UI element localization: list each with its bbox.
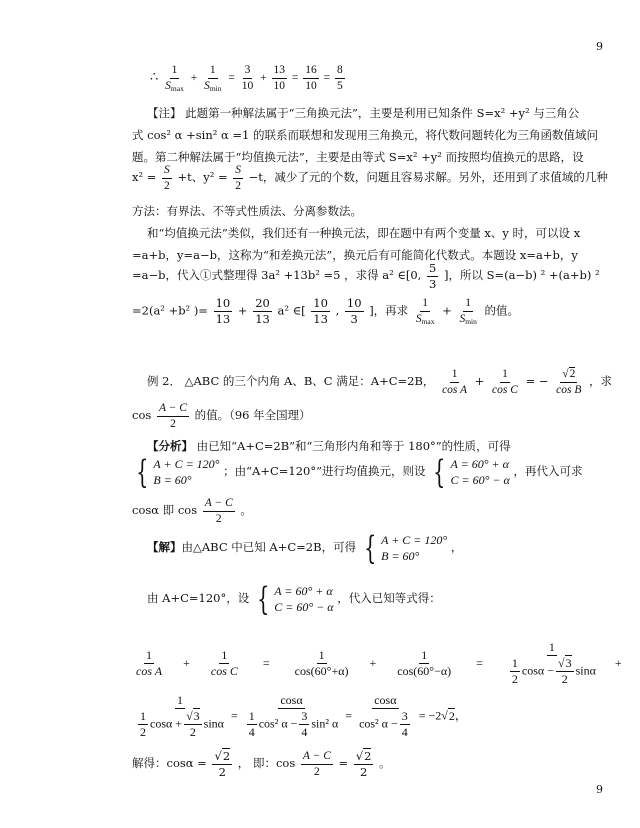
frac-den: 3 xyxy=(350,311,358,326)
frac-den: 2 xyxy=(511,672,518,687)
text: cos² α − xyxy=(359,716,398,731)
analysis-line-2 xyxy=(132,453,583,492)
frac-num: 3 xyxy=(400,710,410,725)
op: = xyxy=(262,655,270,670)
analysis-label: 【分析】 xyxy=(147,439,193,453)
sqrt-arg: 3 xyxy=(193,709,200,724)
frac-num: 8 xyxy=(335,64,345,79)
frac-den: 4 xyxy=(401,725,408,740)
frac-den: 10 xyxy=(273,79,285,92)
text: ， xyxy=(450,540,463,555)
frac-den-sub: min xyxy=(209,83,222,93)
example-2-line-1: 例 2． △ABC 的三个内角 A、B、C 满足：A+C=2B， $\frac{1}{\text{cos A}}$ + $\frac{1}{\text{cos C}}$ = − $\frac{√2}{\text{cos B}}$ ，求 xyxy=(147,368,613,396)
text: ]，所以 S=(a−b) ² +(a+b) ² xyxy=(443,268,600,283)
solution-line-1 xyxy=(147,529,463,568)
solution-equation-a: $\frac{1}{\text{cos A}}$ + $\frac{1}{\text{cos C}}$ = $\frac{1}{\cos(60^\circ+\alpha)}$ + $\frac{1}{\cos(60^\circ-\alpha)}$ = 1 $\frac{1}{2}$ cosα − $\frac{√3}{2}$ sinα + xyxy=(136,640,622,687)
op: = xyxy=(345,708,353,723)
frac-num: 1 xyxy=(317,649,327,664)
frac-den: 2 xyxy=(561,672,568,687)
note-line-6: 和“均值换元法”类似，我们还有一种换元法，即在题中有两个变量 x、y 时，可以设 x xyxy=(147,226,581,240)
frac-num: 3 xyxy=(299,710,309,725)
sys-row: C = 60° − α xyxy=(274,600,334,615)
frac-num: 1 xyxy=(219,649,229,664)
text: cosα − xyxy=(521,663,554,678)
text: ]，再求 xyxy=(369,303,409,318)
frac-num: 1 xyxy=(420,297,430,312)
frac-den: 13 xyxy=(313,311,328,326)
note-line-4 xyxy=(132,164,608,192)
op: = xyxy=(476,655,483,670)
frac-num: A − C xyxy=(157,402,189,417)
page-number-top: 9 xyxy=(596,40,603,53)
therefore-symbol: ∴ xyxy=(150,69,159,85)
sys-row: A + C = 120° xyxy=(381,533,448,547)
frac-den-sub: max xyxy=(170,83,184,93)
op: + xyxy=(474,374,485,389)
analysis-line-1 xyxy=(147,438,511,454)
frac-den: cos(60°+α) xyxy=(294,664,349,679)
text: ， 即：cos xyxy=(237,756,296,771)
sys-row: A = 60° + α xyxy=(450,457,509,471)
page-number-bottom: 9 xyxy=(596,783,603,796)
op: + xyxy=(190,72,198,85)
frac-den: 4 xyxy=(301,725,308,740)
op: = xyxy=(230,708,238,723)
frac-num: 3 xyxy=(243,64,253,79)
brace: { xyxy=(136,453,149,492)
frac-den: 2 xyxy=(170,417,176,430)
example-2-line-2 xyxy=(132,402,311,430)
sqrt-arg: 3 xyxy=(565,656,572,671)
frac-den: 13 xyxy=(215,311,231,326)
text: ；由“A+C=120°”进行均值换元，则设 xyxy=(223,464,426,479)
frac-num: 16 xyxy=(303,64,319,79)
sqrt-arg: 2 xyxy=(222,749,231,763)
note-line-5: 方法：有界法、不等式性质法、分离参数法。 xyxy=(132,204,362,218)
op: + xyxy=(614,655,622,670)
frac-num: 1 xyxy=(247,710,257,725)
text: cos² α − xyxy=(258,716,298,731)
text: −t，减少了元的个数，问题且容易求解。另外，还用到了求值域的几种 xyxy=(248,170,608,185)
frac-den-sub: min xyxy=(465,316,477,326)
op: + xyxy=(183,655,190,670)
text: 。 xyxy=(379,756,391,771)
sqrt-arg: 2 xyxy=(364,749,372,763)
frac-den: 4 xyxy=(248,725,255,740)
frac-den: cos C xyxy=(492,383,518,396)
frac-den: 2 xyxy=(235,179,242,192)
frac-num: cosα xyxy=(372,694,398,709)
frac-num: 1 xyxy=(510,657,520,672)
text: sin² α xyxy=(311,716,339,731)
frac-num: 1 xyxy=(170,64,180,79)
frac-den: 2 xyxy=(314,765,320,778)
text: x² = xyxy=(132,170,157,185)
text: 的值。（96 年全国理） xyxy=(194,408,311,423)
text: 解得：cosα = xyxy=(132,756,207,771)
frac-num: 1 xyxy=(547,641,557,656)
frac-den: S xyxy=(415,312,422,325)
text: 由△ABC 中已知 A+C=2B，可得 xyxy=(181,540,357,555)
text: 。 xyxy=(240,503,252,518)
sys-row: B = 60° xyxy=(153,473,192,488)
frac-num: S xyxy=(233,164,243,179)
frac-den: 13 xyxy=(255,311,270,326)
op: + xyxy=(369,655,377,670)
note-line-7: =a+b，y=a−b，这称为“和差换元法”，换元后有可能简化代数式。本题设 x=a+b，y xyxy=(132,248,578,262)
sys-row: B = 60° xyxy=(381,549,420,564)
note-line-1: 【注】 此题第一种解法属于“三角换元法”，主要是利用已知条件 S=x² +y² 与三角公 xyxy=(147,106,580,120)
note-line-3: 题。第二种解法属于“均值换元法”，主要是由等式 S=x² +y² 而按照均值换元的思路，设 xyxy=(132,150,584,164)
note-line-9 xyxy=(132,297,519,326)
frac-den: S xyxy=(165,79,171,92)
sys-row: A + C = 120° xyxy=(153,457,220,471)
frac-den: cos C xyxy=(210,664,238,679)
brace: { xyxy=(363,529,377,568)
note-line-8 xyxy=(132,262,600,290)
frac-num: 1 xyxy=(500,368,510,383)
text: 例 2． △ABC 的三个内角 A、B、C 满足：A+C=2B， xyxy=(147,374,435,389)
frac-den-sub: max xyxy=(421,316,435,326)
op: + xyxy=(237,303,248,318)
frac-den: cos(60°−α) xyxy=(397,664,452,679)
text: cosα 即 cos xyxy=(132,503,198,518)
op: = xyxy=(338,756,349,771)
text: =2(a² +b² )= xyxy=(132,303,208,318)
text: +t、y² = xyxy=(177,170,228,185)
frac-den: S xyxy=(204,79,210,92)
text: cosα + xyxy=(150,716,183,731)
frac-den: 5 xyxy=(337,79,343,92)
text: sinα xyxy=(203,716,224,731)
text: 由 A+C=120°，设 xyxy=(147,591,250,606)
text: ，代入已知等式得： xyxy=(337,591,441,606)
frac-num: 1 xyxy=(138,710,148,725)
frac-den: cos B xyxy=(556,383,582,396)
frac-den: 10 xyxy=(241,79,254,92)
analysis-line-3 xyxy=(132,497,252,525)
frac-num: 1 xyxy=(450,368,460,383)
op: = xyxy=(228,72,235,85)
frac-num: 20 xyxy=(255,296,270,311)
text: sinα xyxy=(575,663,596,678)
text: , xyxy=(335,303,340,318)
solution-final-line: 解得：cosα = $\frac{√2}{2}$ ， 即：cos $\frac{A - C}{2}$ = $\frac{√2}{2}$ 。 xyxy=(132,749,391,779)
sys-row: C = 60° − α xyxy=(450,473,510,488)
frac-num: 10 xyxy=(313,296,328,311)
frac-den: cos A xyxy=(136,664,163,679)
op: + xyxy=(442,303,452,318)
brace: { xyxy=(256,580,270,619)
text: 的值。 xyxy=(484,303,520,318)
text: ， xyxy=(454,708,467,723)
frac-num: A − C xyxy=(203,497,235,512)
frac-num: 1 xyxy=(144,649,154,664)
frac-num: 1 xyxy=(419,649,429,664)
frac-den: 2 xyxy=(359,764,368,779)
frac-num: 10 xyxy=(215,296,231,311)
op: = − xyxy=(525,374,549,389)
sqrt-arg: 2 xyxy=(448,708,455,723)
frac-num: S xyxy=(162,164,172,179)
frac-num: 1 xyxy=(208,64,218,79)
text: cos xyxy=(132,408,152,423)
text: 由已知“A+C=2B”和“三角形内角和等于 180°”的性质，可得 xyxy=(193,439,511,453)
frac-den: 2 xyxy=(215,512,222,525)
frac-den: 2 xyxy=(189,725,196,740)
op: = −2 xyxy=(418,708,442,723)
brace: { xyxy=(433,453,446,492)
op: = xyxy=(291,72,299,85)
frac-num: 10 xyxy=(346,296,362,311)
text: =a−b，代入①式整理得 3a² +13b² =5 ，求得 a² ∈[0, xyxy=(132,268,422,283)
text: a² ∈[ xyxy=(277,303,306,318)
frac-den: 2 xyxy=(164,179,170,192)
note-line-2: 式 cos² α +sin² α =1 的联系而联想和发现用三角换元，将代数问题转化为三角函数值域问 xyxy=(132,128,599,142)
frac-num: 5 xyxy=(429,261,437,275)
frac-den: 2 xyxy=(140,725,146,740)
solution-label: 【解】 xyxy=(147,540,182,555)
therefore-equation xyxy=(150,64,347,93)
solution-equation-b: 1 $\frac{1}{2}$ cosα + $\frac{√3}{2}$ sinα = cosα $\frac{1}{4}$ cos² α − $\frac{3}{4}$ sin² α = cosα cos² α − $\frac{3}{4}$ = −2√2， xyxy=(140,693,467,740)
op: + xyxy=(260,72,267,85)
solution-line-2 xyxy=(147,580,441,619)
frac-num: 13 xyxy=(272,64,288,79)
frac-num: 1 xyxy=(175,694,185,709)
frac-num: cosα xyxy=(278,694,304,709)
frac-num: A − C xyxy=(301,750,333,765)
frac-num: 1 xyxy=(463,297,473,312)
frac-den: 2 xyxy=(218,764,226,779)
sqrt-arg: 2 xyxy=(569,368,576,380)
text: ，再代入可求 xyxy=(513,464,583,479)
frac-den: 3 xyxy=(429,276,437,291)
frac-den: 10 xyxy=(305,79,317,92)
frac-den: cos A xyxy=(442,383,468,396)
op: = xyxy=(323,72,331,85)
text: ，求 xyxy=(589,374,613,389)
sys-row: A = 60° + α xyxy=(274,584,333,598)
frac-den: S xyxy=(459,312,466,325)
